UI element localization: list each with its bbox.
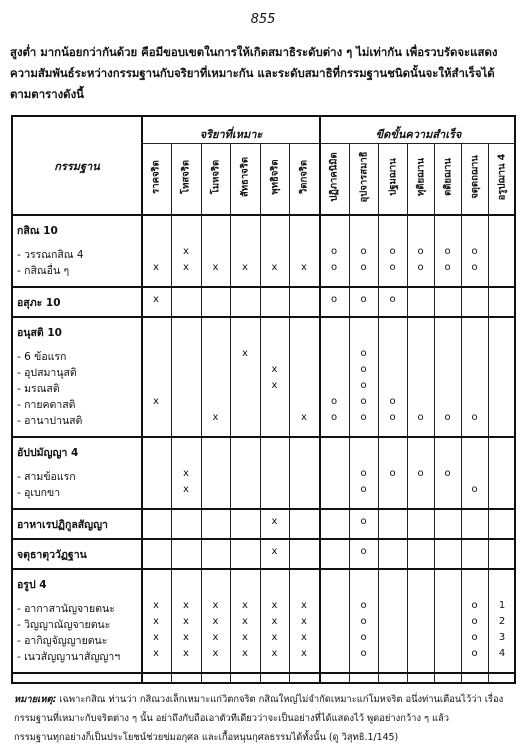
table-cell-mark: 4 [498,648,506,659]
group-label: อาหาเรปฏิกูลสัญญา [17,519,108,531]
intro-line: สูงต่ำ มากน้อยกว่ากันด้วย คือมีขอบเขตในการให้เกิดสมาธิระดับต่าง ๆ ไม่เท่ากัน เพื่อรวบรัดจะแสดง [10,45,498,59]
column-rule [230,143,231,682]
table-cell-mark: o [360,484,367,495]
table-cell-mark: o [360,648,367,659]
table-cell-mark: 1 [498,600,506,611]
table-cell-mark: x [271,546,278,557]
table-cell-mark: o [360,262,367,273]
column-header [434,147,461,207]
table-cell-mark: x [242,600,248,611]
table-cell-mark: 3 [498,632,506,643]
table-cell-mark: o [330,396,338,407]
column-header-label: ราคจริต [150,160,162,194]
group-rule [13,286,514,288]
column-header [407,147,434,207]
row-label: - อากิญจัญญายตนะ [17,635,108,647]
table-cell-mark: x [301,412,307,423]
group-rule [13,672,514,674]
table-cell-mark: o [444,262,451,273]
group-rule [13,316,514,318]
table-cell-mark: o [389,294,396,305]
table-cell-mark: o [389,396,396,407]
row-label: - อุปสมานุสติ [17,367,77,379]
column-rule [488,143,489,682]
table-cell-mark: o [360,600,367,611]
header-bottom-rule [13,214,514,216]
table-cell-mark: o [360,396,367,407]
row-label: - วิญญาณัญจายตนะ [17,619,111,631]
kammatthana-table [11,115,516,684]
column-header [319,147,349,207]
table-cell-mark: x [183,262,189,273]
column-header [461,147,488,207]
table-cell-mark: o [471,632,478,643]
column-header [349,147,378,207]
footnote [14,690,514,747]
column-header [230,147,260,207]
group-rule [13,508,514,510]
intro-paragraph [10,42,518,105]
table-cell-mark: x [212,412,219,423]
table-cell-mark: o [330,412,338,423]
footnote-text: เฉพาะกสิณ ท่านว่า กสิณวงเล็กเหมาะแก่วิตกจริต กสิณใหญ่ไม่จำกัดเหมาะแก่โมหจริต อนึ่งท่านเตือนไว้ว่า เรื่อง [59,694,504,705]
table-cell-mark: o [471,412,478,423]
table-cell-mark: o [444,412,451,423]
table-cell-mark: o [444,468,451,479]
table-cell-mark: x [271,632,278,643]
table-cell-mark: o [360,546,367,557]
row-label: - วรรณกสิณ 4 [17,249,84,261]
column-header-label: วิตกจริต [298,159,310,195]
table-cell-mark: x [153,600,159,611]
column-rule [461,143,462,682]
table-cell-mark: x [301,600,307,611]
group-rule [13,436,514,438]
table-cell-mark: o [417,262,424,273]
column-header [141,147,171,207]
table-cell-mark: x [301,648,307,659]
column-header-label: ตติยฌาน [442,158,453,196]
table-cell-mark: o [360,616,367,627]
footnote-line [14,690,514,709]
footnote-line: กรรมฐานที่เหมาะกับจริตต่าง ๆ นั้น อย่าถึงกับถือเอาตัวทีเดียวว่าจะเป็นอย่างที่ได้แสดงไว้ พูดอย่างกว้าง ๆ แล้ว [14,713,450,724]
column-header [289,147,319,207]
table-cell-mark: x [183,246,189,257]
table-cell-mark: x [271,616,278,627]
table-cell-mark: x [271,364,278,375]
column-header-label: ปฐมฌาน [387,158,398,196]
table-cell-mark: x [301,616,307,627]
column-rule [289,143,290,682]
table-cell-mark: o [471,600,478,611]
table-cell-mark: o [444,246,451,257]
table-cell-mark: o [360,516,367,527]
column-header [488,147,516,207]
group-label: อนุสติ 10 [17,327,62,339]
table-cell-mark: x [212,600,219,611]
column-rule [171,143,172,682]
table-cell-mark: o [360,380,367,391]
table-cell-mark: x [271,516,278,527]
table-cell-mark: o [389,262,396,273]
table-cell-mark: x [153,294,159,305]
table-cell-mark: x [183,648,189,659]
table-cell-mark: x [271,648,278,659]
group-label: อรูป 4 [17,579,47,591]
table-cell-mark: o [471,648,478,659]
column-rule [201,143,202,682]
row-label: - กายคตาสติ [17,399,76,411]
column-header-label: สัทธาจริต [239,156,251,198]
table-cell-mark: x [183,468,189,479]
row-label: - อุเบกขา [17,487,61,499]
table-cell-mark: x [271,600,278,611]
header-divider [141,143,514,144]
column-header-label: ทุติยฌาน [415,158,426,196]
column-rule [407,143,408,682]
table-cell-mark: x [242,348,248,359]
column-header [378,147,407,207]
column-header-label: อุปจารสมาธิ [358,151,369,203]
intro-line: ความสัมพันธ์ระหว่างกรรมฐานกับจริยาที่เหมาะกัน และระดับสมาธิที่กรรมฐานชนิดนั้นจะให้สำเร็จได้ [10,66,495,80]
table-cell-mark: o [417,412,424,423]
column-rule [434,143,435,682]
table-cell-mark: x [153,648,159,659]
row-label: - อากาสานัญจายตนะ [17,603,115,615]
intro-line: ตามตารางดังนี้ [10,87,84,101]
column-header-label: โมหจริต [210,159,221,195]
table-cell-mark: x [212,648,219,659]
group-rule [13,568,514,570]
row-label: - เนวสัญญานาสัญญาฯ [17,651,121,663]
group-label: อสุภะ 10 [17,297,61,309]
table-cell-mark: x [212,616,219,627]
table-cell-mark: x [183,616,189,627]
table-cell-mark: o [471,484,478,495]
column-header-label: อรูปฌาน 4 [496,153,508,201]
group-title-attainment: ขีดขั้นความสำเร็จ [375,128,462,141]
table-cell-mark: x [212,262,219,273]
column-rule [378,143,379,682]
table-cell-mark: x [183,600,189,611]
column-rule [349,143,350,682]
row-label: - กสิณอื่น ๆ [17,265,70,277]
table-cell-mark: o [417,246,424,257]
column-header-label: โทสจริต [180,159,192,195]
footnote-lead: หมายเหตุ: [14,694,57,705]
table-cell-mark: o [360,412,367,423]
table-cell-mark: x [212,632,219,643]
table-cell-mark: x [153,616,159,627]
page-number: 855 [250,12,276,27]
table-cell-mark: o [360,632,367,643]
row-label: - สามข้อแรก [17,471,76,483]
table-cell-mark: x [301,632,307,643]
column-header [260,147,289,207]
table-cell-mark: 2 [498,616,506,627]
table-cell-mark: o [360,246,367,257]
table-cell-mark: x [242,648,248,659]
table-cell-mark: x [271,380,278,391]
table-cell-mark: o [389,412,396,423]
footnote-line: กรรมฐานทุกอย่างก็เป็นประโยชน์ช่วยข่มอกุศล และเกื้อหนุนกุศลธรรมได้ทั้งนั้น (ดู วิสุทธิ.1/145) [14,732,399,743]
table-cell-mark: o [471,246,478,257]
table-cell-mark: x [242,262,248,273]
table-cell-mark: x [153,262,159,273]
table-cell-mark: x [153,396,159,407]
table-cell-mark: x [183,484,189,495]
group-label: กสิณ 10 [17,225,58,237]
table-cell-mark: o [360,294,367,305]
table-cell-mark: o [471,616,478,627]
table-cell-mark: o [360,468,367,479]
row-label: - อานาปานสติ [17,415,83,427]
table-cell-mark: o [471,262,478,273]
group-label: อัปปมัญญา 4 [17,447,79,459]
column-header-label: ปฏิภาคนิมิต [328,152,340,202]
table-cell-mark: x [242,632,248,643]
column-header [171,147,201,207]
table-cell-mark: x [183,632,189,643]
table-cell-mark: o [360,348,367,359]
table-cell-mark: x [271,262,278,273]
table-cell-mark: x [242,616,248,627]
table-cell-mark: o [360,364,367,375]
column-header [201,147,230,207]
table-cell-mark: o [330,294,338,305]
group-rule [13,538,514,540]
table-cell-mark: o [330,262,338,273]
table-cell-mark: o [389,246,396,257]
row-label: - มรณสติ [17,383,60,395]
column-rule [260,143,261,682]
table-cell-mark: o [330,246,338,257]
group-title-temperament: จริยาที่เหมาะ [199,128,263,141]
table-cell-mark: x [301,262,307,273]
table-cell-mark: x [153,632,159,643]
table-cell-mark: o [389,468,396,479]
row-label: - 6 ข้อแรก [17,351,67,363]
group-label: จตุธาตุววัฏฐาน [17,549,87,561]
table-cell-mark: o [417,468,424,479]
row-header-title: กรรมฐาน [54,160,100,173]
column-header-label: จตุตถฌาน [469,155,480,199]
column-header-label: พุทธิจริต [269,159,280,195]
